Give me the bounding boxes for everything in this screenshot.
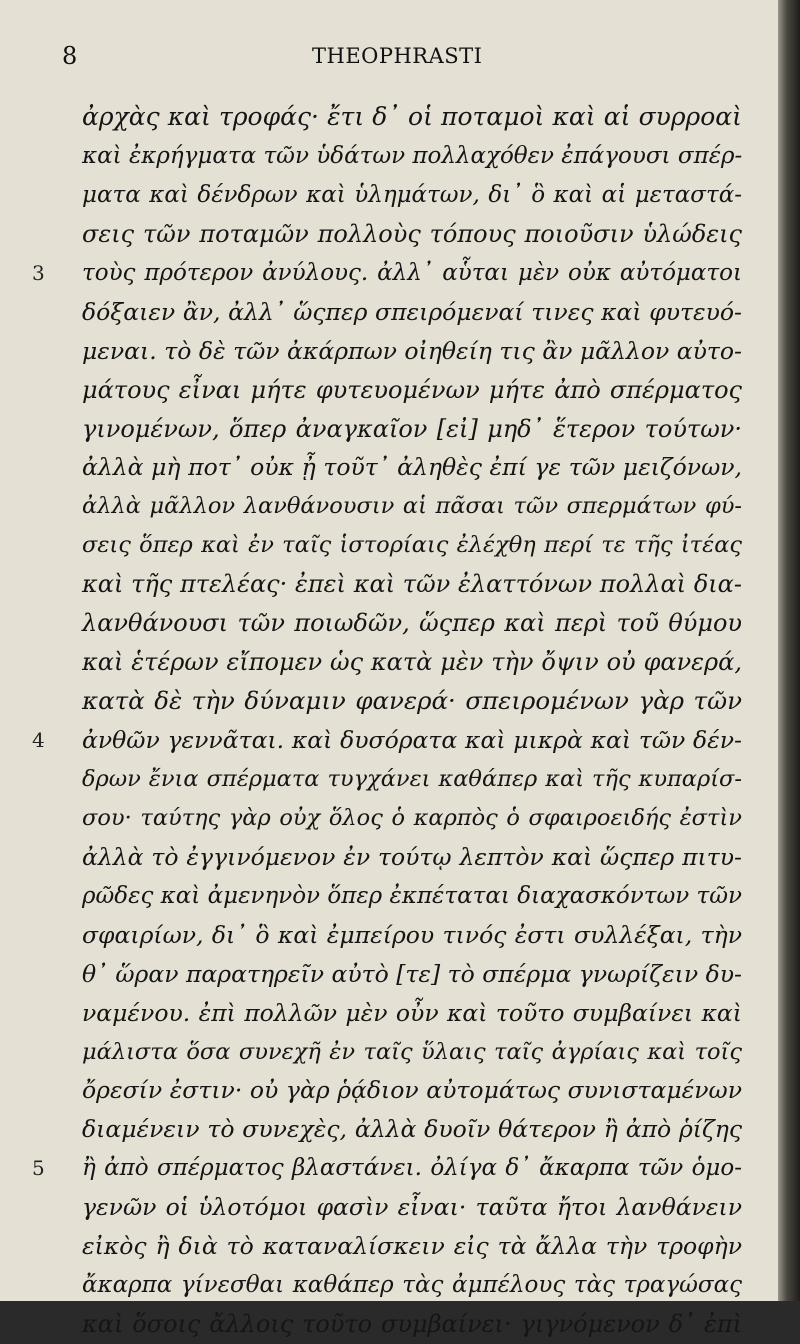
line-text: ἀλλὰ μᾶλλον λανθάνουσιν αἱ πᾶσαι τῶν σπερμάτων φύ- <box>82 493 742 520</box>
body-text <box>32 98 743 1344</box>
section-number: 5 <box>32 1156 45 1181</box>
text-line <box>82 332 742 371</box>
text-line <box>82 1033 742 1072</box>
line-text: γενῶν οἱ ὑλοτόμοι φασὶν εἶναι· ταῦτα ἤτοι λανθάνειν <box>82 1193 742 1222</box>
text-line <box>82 916 742 955</box>
text-line <box>82 1266 742 1305</box>
text-line <box>82 137 742 176</box>
running-head: THEOPHRASTI <box>312 44 483 68</box>
line-text: ἀνθῶν γεννᾶται. καὶ δυσόρατα καὶ μικρὰ καὶ τῶν δέν- <box>82 726 742 754</box>
line-text: θ᾽ ὥραν παρατηρεῖν αὐτὸ [τε] τὸ σπέρμα γνωρίζειν δυ- <box>82 959 742 988</box>
line-text: ἀλλὰ μὴ ποτ᾽ οὐκ ᾖ τοῦτ᾽ ἀληθὲς ἐπί γε τῶν μειζόνων, <box>82 453 742 482</box>
text-line <box>82 877 742 916</box>
text-line <box>82 799 742 838</box>
text-line <box>82 1227 742 1266</box>
text-line <box>82 994 742 1033</box>
line-text: ναμένου. ἐπὶ πολλῶν μὲν οὖν καὶ τοῦτο συμβαίνει καὶ <box>82 998 742 1027</box>
text-line <box>82 448 742 487</box>
section-number: 4 <box>32 728 45 752</box>
line-text: ἄκαρπα γίνεσθαι καθάπερ τὰς ἀμπέλους τὰς τραγώσας <box>82 1272 742 1299</box>
line-text: σεις τῶν ποταμῶν πολλοὺς τόπους ποιοῦσιν ὑλώδεις <box>82 219 742 248</box>
line-text: δρων ἔνια σπέρματα τυγχάνει καθάπερ καὶ τῆς κυπαρίσ- <box>82 765 742 792</box>
line-text: μάλιστα ὅσα συνεχῆ ἐν ταῖς ὕλαις ταῖς ἀγρίαις καὶ τοῖς <box>82 1038 742 1065</box>
line-text: σφαιρίων, δι᾽ ὃ καὶ ἐμπείρου τινός ἐστι συλλέξαι, τὴν <box>82 920 742 949</box>
text-line <box>82 1110 742 1149</box>
line-text: ἀρχὰς καὶ τροφάς· ἔτι δ᾽ οἱ ποταμοὶ καὶ αἱ συρροαὶ <box>82 102 742 131</box>
text-line <box>82 410 742 449</box>
line-text: κατὰ δὲ τὴν δύναμιν φανερά· σπειρομένων γὰρ τῶν <box>82 686 742 716</box>
text-line <box>82 371 742 410</box>
line-text: σου· ταύτης γὰρ οὐχ ὅλος ὁ καρπὸς ὁ σφαιροειδής ἐστὶν <box>82 804 742 831</box>
line-text: σεις ὅπερ καὶ ἐν ταῖς ἱστορίαις ἐλέχθη περί τε τῆς ἰτέας <box>82 532 742 559</box>
text-line <box>82 955 742 994</box>
text-line <box>82 565 742 604</box>
line-text: καὶ ἑτέρων εἴπομεν ὡς κατὰ μὲν τὴν ὄψιν οὐ φανερά, <box>82 648 742 677</box>
book-binding-edge <box>778 0 800 1301</box>
text-line <box>32 1149 742 1188</box>
text-line <box>32 254 742 293</box>
text-line <box>82 293 742 332</box>
text-line <box>82 1188 742 1227</box>
line-text: καὶ τῆς πτελέας· ἐπεὶ καὶ τῶν ἐλαττόνων πολλαὶ δια- <box>82 570 742 599</box>
line-text: ἀλλὰ τὸ ἐγγινόμενον ἐν τούτῳ λεπτὸν καὶ ὥςπερ πιτυ- <box>82 842 742 871</box>
line-text: καὶ ἐκρήγματα τῶν ὑδάτων πολλαχόθεν ἐπάγουσι σπέρ- <box>82 142 743 169</box>
line-text: καὶ ὅσοις ἄλλοις τοῦτο συμβαίνει· γιγνόμενον δ᾽ ἐπὶ <box>82 1310 742 1339</box>
line-text: διαμένειν τὸ συνεχὲς, ἀλλὰ δυοῖν θάτερον ἢ ἀπὸ ῥίζης <box>82 1115 742 1144</box>
line-text: μάτους εἶναι μήτε φυτευομένων μήτε ἀπὸ σπέρματος <box>82 375 742 404</box>
text-line <box>82 526 742 565</box>
text-line <box>82 682 742 721</box>
text-line <box>82 643 742 682</box>
line-text: λανθάνουσι τῶν ποιωδῶν, ὥςπερ καὶ περὶ τοῦ θύμου <box>82 609 742 638</box>
line-text: εἰκὸς ἢ διὰ τὸ καταναλίσκειν εἰς τὰ ἄλλα τὴν τροφὴν <box>82 1232 742 1261</box>
text-line <box>82 838 742 877</box>
line-text: ὄρεσίν ἐστιν· οὐ γὰρ ῥᾴδιον αὐτομάτως συνισταμένων <box>82 1076 742 1105</box>
text-line <box>82 98 742 137</box>
text-line <box>32 721 742 760</box>
text-line <box>82 604 742 643</box>
line-text: ματα καὶ δένδρων καὶ ὑλημάτων, δι᾽ ὃ καὶ αἱ μεταστά- <box>82 181 742 208</box>
text-line <box>82 176 742 215</box>
line-text: τοὺς πρότερον ἀνύλους. ἀλλ᾽ αὗται μὲν οὐκ αὐτόματοι <box>82 259 742 286</box>
page-header <box>0 38 780 78</box>
text-line <box>82 487 742 526</box>
line-text: δόξαιεν ἂν, ἀλλ᾽ ὥςπερ σπειρόμεναί τινες καὶ φυτευό- <box>82 297 742 326</box>
line-text: ρῶδες καὶ ἀμενηνὸν ὅπερ ἐκπέταται διαχασκόντων τῶν <box>82 882 742 909</box>
line-text: μεναι. τὸ δὲ τῶν ἀκάρπων οἰηθείη τις ἂν μᾶλλον αὐτο- <box>82 336 742 365</box>
line-text: ἢ ἀπὸ σπέρματος βλαστάνει. ὀλίγα δ᾽ ἄκαρπα τῶν ὁμο- <box>82 1155 742 1182</box>
text-line <box>82 1305 742 1344</box>
text-line <box>82 1071 742 1110</box>
section-number: 3 <box>32 260 45 285</box>
text-line <box>82 760 742 799</box>
line-text: γινομένων, ὅπερ ἀναγκαῖον [εἰ] μηδ᾽ ἕτερον τούτων· <box>82 414 742 443</box>
text-line <box>82 215 742 254</box>
page-number: 8 <box>62 42 78 70</box>
